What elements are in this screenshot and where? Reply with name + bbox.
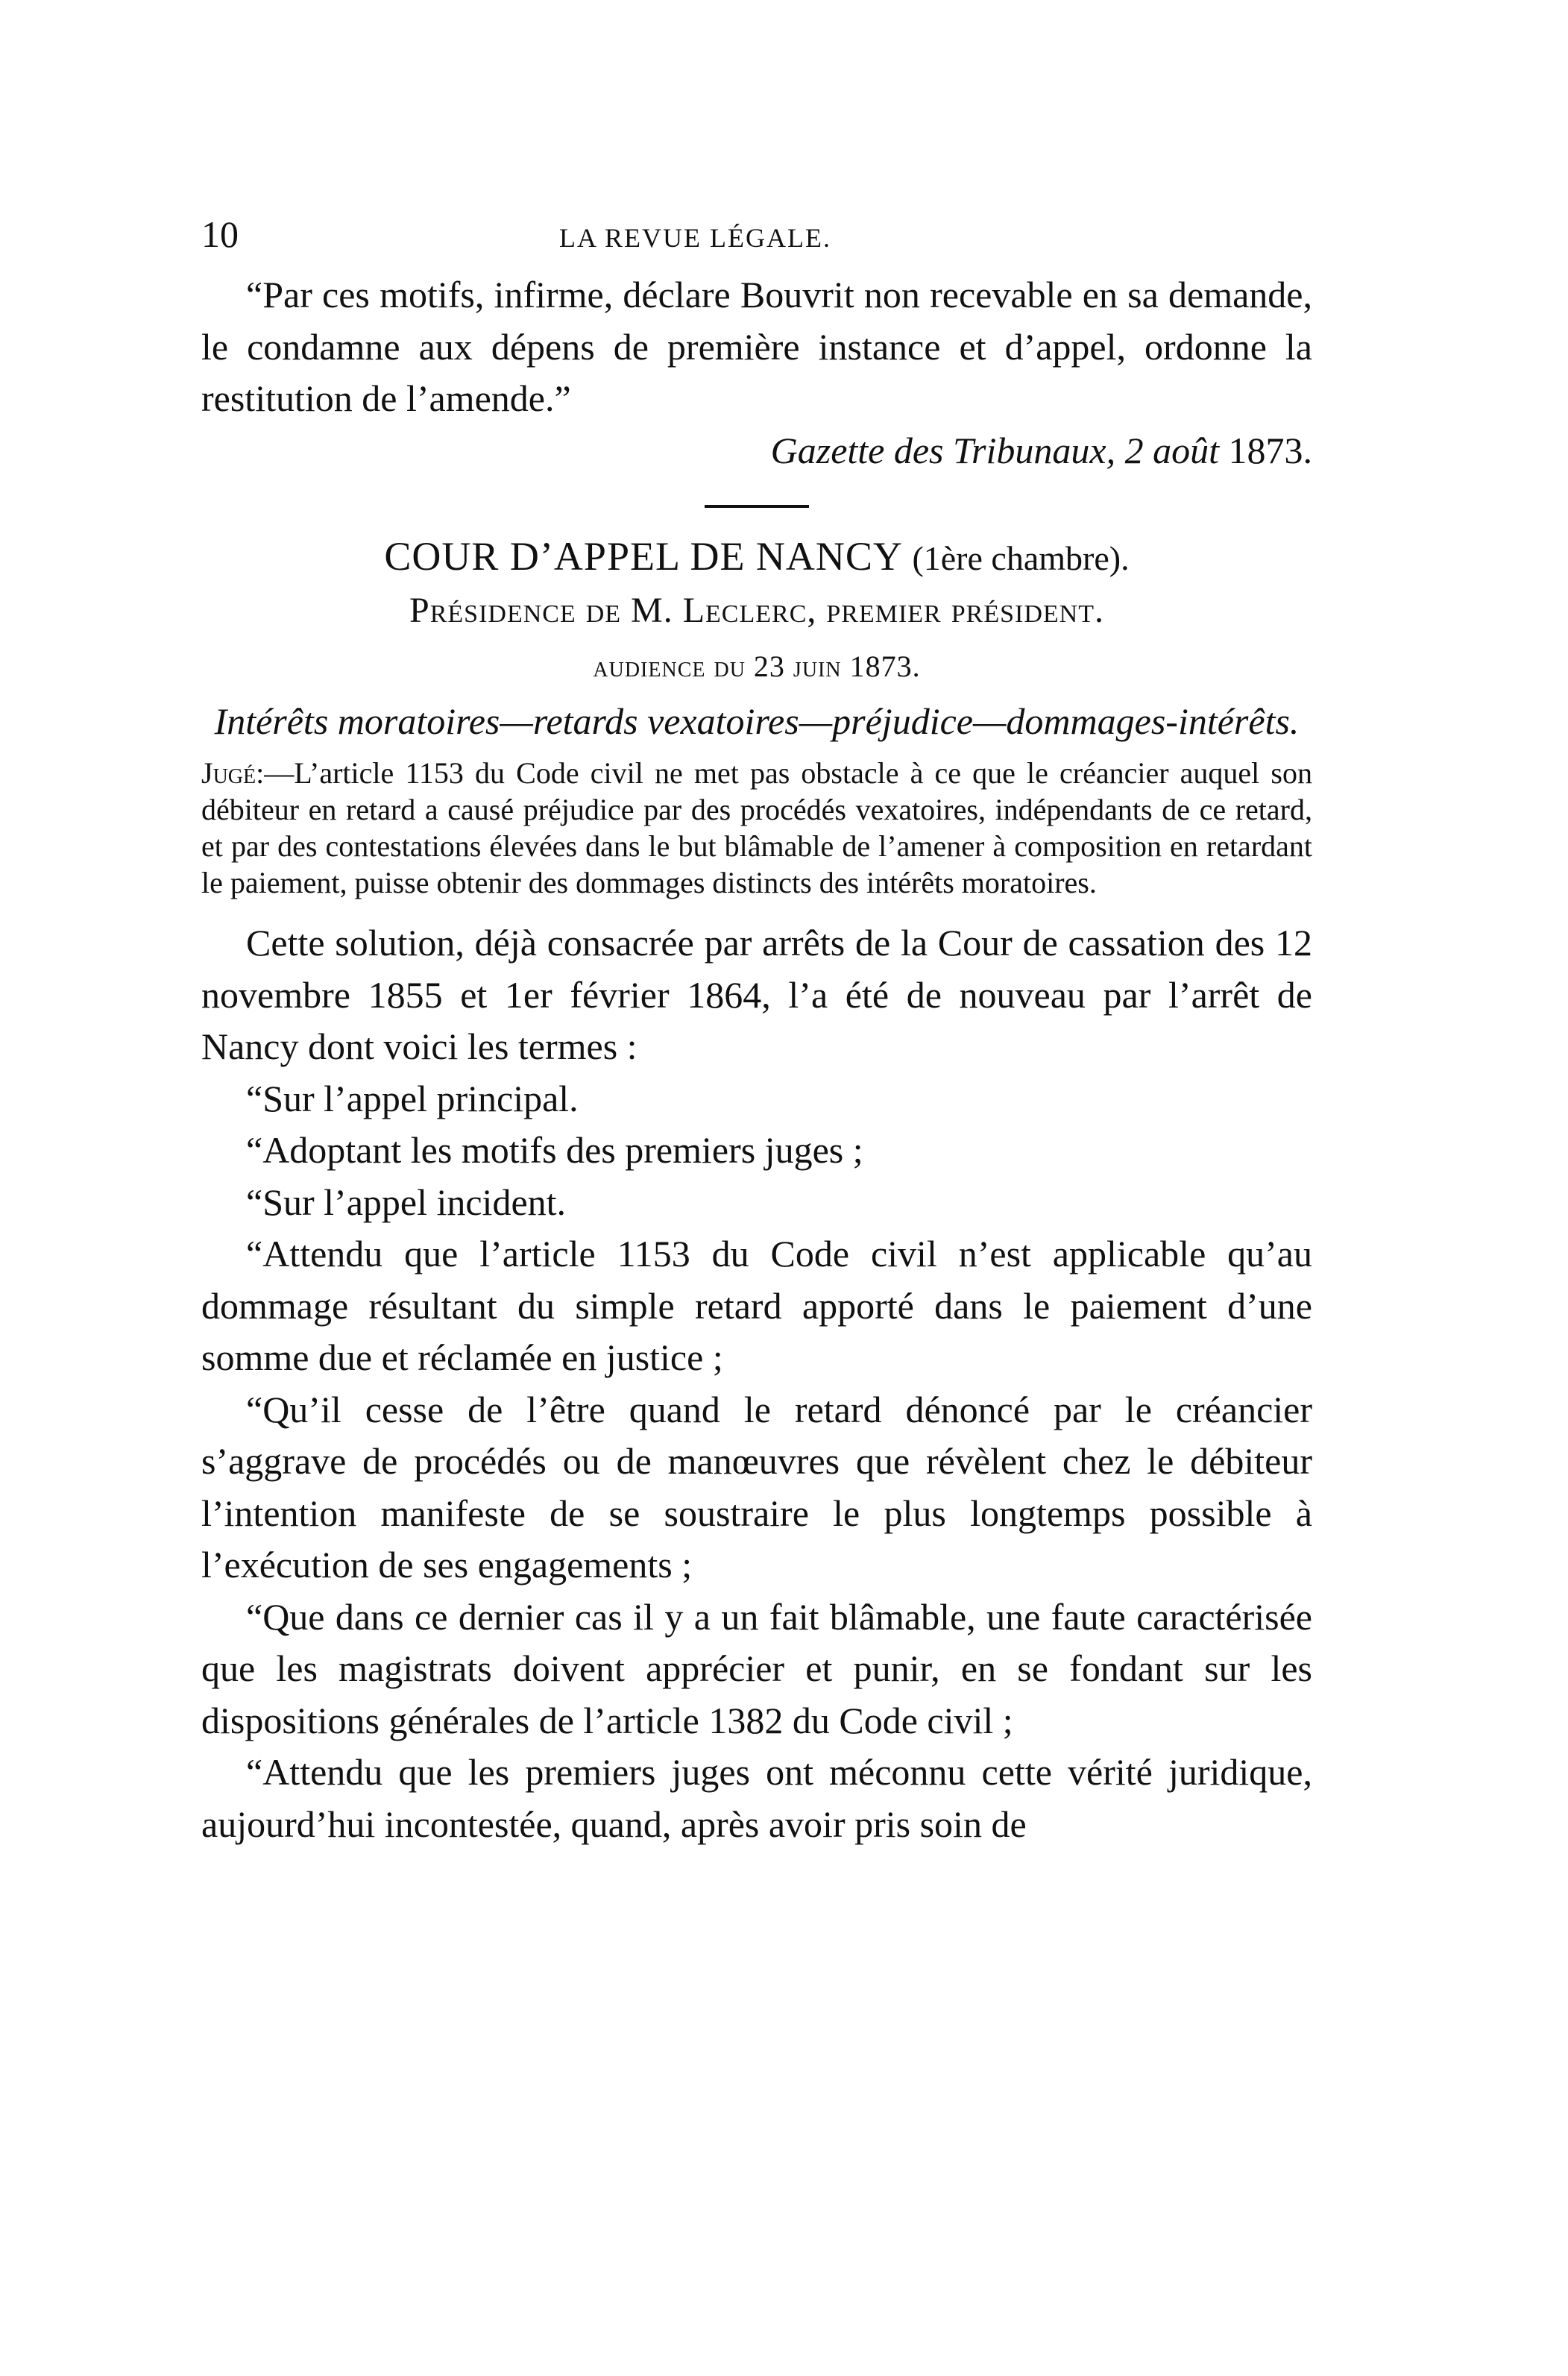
holding-label: Jugé: <box>201 756 265 790</box>
source-citation-text: Gazette des Tribunaux, 2 août <box>770 429 1219 471</box>
holding-summary <box>201 755 1312 901</box>
source-citation-year: 1873. <box>1228 429 1312 471</box>
running-head <box>201 213 1312 257</box>
judgment-paragraph: “Que dans ce dernier cas il y a un fait blâmable, une faute caractérisée que les magistrats doivent apprécier et punir, en se fondant sur les dispositions générales de l’article 1382 du Code civil ; <box>201 1595 1312 1741</box>
judgment-paragraph: “Sur l’appel principal. <box>246 1077 579 1119</box>
court-heading <box>201 530 1312 585</box>
hearing-date: audience du 23 juin 1873. <box>593 650 921 683</box>
journal-title: LA REVUE LÉGALE. <box>559 223 831 253</box>
page-number: 10 <box>201 213 239 255</box>
judgment-paragraph: “Sur l’appel incident. <box>246 1181 567 1223</box>
court-chamber: (1ère chambre). <box>912 539 1130 577</box>
previous-judgment-text: “Par ces motifs, infirme, déclare Bouvrit non recevable en sa demande, le condamne aux dépens de première instance et d’appel, ordonne la restitution de l’amende.” <box>201 274 1312 419</box>
judgment-paragraph: “Qu’il cesse de l’être quand le retard dénoncé par le créancier s’aggrave de procédés ou de manœuvres que révèlent chez le débiteur l’intention manifeste de se soustraire le plus longtemps possible à l’exécution de ses engagements ; <box>201 1388 1312 1585</box>
holding-text: —L’article 1153 du Code civil ne met pas obstacle à ce que le créancier auquel son débiteur en retard a causé préjudice par des procédés vexatoires, indépendants de ce retard, et par des contestations élevées dans le but blâmable de l’amener à composition en retardant le paiement, puisse obtenir des dommages distincts des intérêts moratoires. <box>201 756 1312 899</box>
judgment-text <box>201 1073 1312 1851</box>
commentary-paragraph: Cette solution, déjà consacrée par arrêts de la Cour de cassation des 12 novembre 1855 et 1er février 1864, l’a été de nouveau par l’arrêt de Nancy dont voici les termes : <box>201 922 1312 1067</box>
page-content <box>201 213 1312 1850</box>
presidency-line: Présidence de M. Leclerc, premier président. <box>409 591 1104 630</box>
court-name: COUR D’APPEL DE NANCY <box>384 534 901 579</box>
source-citation <box>201 425 1312 477</box>
case-keywords: Intérêts moratoires—retards vexatoires—préjudice—dommages-intérêts. <box>214 700 1300 742</box>
section-divider <box>705 505 809 508</box>
judgment-paragraph: “Adoptant les motifs des premiers juges ; <box>246 1129 863 1171</box>
judgment-paragraph: “Attendu que les premiers juges ont méconnu cette vérité juridique, aujourd’hui incontestée, quand, après avoir pris soin de <box>201 1751 1312 1845</box>
judgment-paragraph: “Attendu que l’article 1153 du Code civil n’est applicable qu’au dommage résultant du simple retard apporté dans le paiement d’une somme due et réclamée en justice ; <box>201 1233 1312 1378</box>
